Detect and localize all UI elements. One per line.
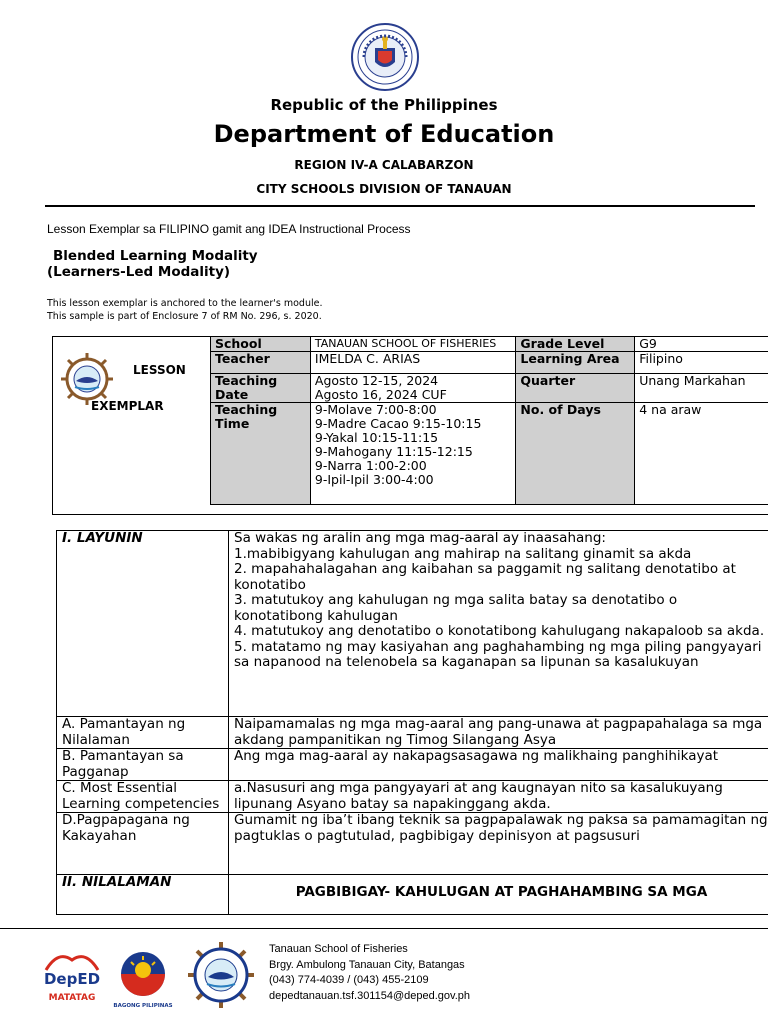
- table-row: [57, 781, 768, 813]
- lesson-title: Lesson Exemplar sa FILIPINO gamit ang IDEA Instructional Process: [47, 222, 411, 236]
- school-email[interactable]: depedtanauan.tsf.301154@deped.gov.ph: [269, 989, 470, 1002]
- school-name: Tanauan School of Fisheries: [269, 943, 408, 955]
- republic-heading: Republic of the Philippines: [270, 96, 498, 114]
- layunin-label: I. LAYUNIN: [57, 531, 229, 717]
- school-label: School: [211, 337, 311, 352]
- lesson-label: LESSON: [133, 363, 186, 377]
- schedule-item: 9-Mahogany 11:15-12:15: [314, 444, 473, 459]
- pamantayan-pagganap-label: B. Pamantayan sa Pagganap: [57, 749, 229, 781]
- school-contact-info: [269, 942, 470, 1004]
- layunin-item: 1.mabibigyang kahulugan ang mahirap na salitang ginamit sa akda: [234, 545, 692, 562]
- pamantayan-pagganap-value: Ang mga mag-aaral ay nakapagsasagawa ng malikhaing panghihikayat: [229, 749, 768, 781]
- nilalaman-label: II. NILALAMAN: [57, 875, 229, 915]
- quarter-label: Quarter: [516, 374, 635, 403]
- table-row: [57, 813, 768, 875]
- table-row: [211, 374, 768, 403]
- matatag-text: MATATAG: [48, 993, 96, 1003]
- pamantayan-nilalaman-value: Naipamamalas ng mga mag-aaral ang pang-unawa at pagpapahalaga sa mga akdang pampanitikan ng Timog Silangang Asya: [229, 717, 768, 749]
- schedule-item: 9-Narra 1:00-2:00: [314, 458, 427, 473]
- competencies-value: a.Nasusuri ang mga pangyayari at ang kaugnayan nito sa kasalukuyang lipunang Asyano batay sa napakinggang akda.: [229, 781, 768, 813]
- tanauan-school-logo-icon: [186, 940, 256, 1010]
- layunin-item: 2. mapahahalagahan ang kaibahan sa paggamit ng salitang denotatibo at konotatibo: [234, 561, 736, 593]
- modality-heading: [47, 248, 258, 280]
- pagpapagana-value: Gumamit ng iba’t ibang teknik sa pagpapalawak ng paksa sa pamamagitan ng pagtuklas o pagtutulad, pagbibigay depinisyon at pagsusuri: [229, 813, 768, 875]
- grade-label: Grade Level: [516, 337, 635, 352]
- teaching-time-value: [310, 403, 516, 505]
- table-row: [57, 749, 768, 781]
- layunin-item: 5. matatamo ng may kasiyahan ang paghahambing ng mga piling pangyayari sa napanood na telenobela sa kaganapan sa lipunan sa kasalukuyan: [234, 638, 762, 670]
- page-footer: [0, 940, 768, 1020]
- nilalaman-value: [229, 875, 768, 915]
- table-row: [57, 531, 768, 717]
- lesson-info-table: [210, 336, 768, 505]
- region-heading: REGION IV-A CALABARZON: [294, 158, 474, 172]
- lesson-info-block: [52, 336, 768, 515]
- teacher-label: Teacher: [211, 352, 311, 374]
- table-row: [211, 352, 768, 374]
- days-value: 4 na araw: [635, 403, 768, 505]
- layunin-item: 4. matutukoy ang denotatibo o konotatibong kahulugang nakapaloob sa akda.: [234, 623, 765, 639]
- school-phone: (043) 774-4039 / (043) 455-2109: [269, 974, 429, 986]
- bagong-pilipinas-logo-icon: [112, 948, 174, 1010]
- table-row: [57, 875, 768, 915]
- learning-area-value: Filipino: [635, 352, 768, 374]
- schedule-item: 9-Madre Cacao 9:15-10:15: [314, 416, 482, 431]
- deped-logo-text: DepED: [43, 970, 101, 988]
- pagpapagana-label: D.Pagpapagana ng Kakayahan: [57, 813, 229, 875]
- modality-line-2: (Learners-Led Modality): [47, 264, 231, 280]
- learning-area-label: Learning Area: [516, 352, 635, 374]
- layunin-item: 3. matutukoy ang kahulugan ng mga salita batay sa denotatibo o konotatibong kahulugan: [234, 592, 678, 624]
- teaching-date-line: Agosto 16, 2024 CUF: [314, 387, 447, 402]
- layunin-item: Sa wakas ng aralin ang mga mag-aaral ay inaasahang:: [234, 530, 606, 546]
- department-heading: Department of Education: [213, 120, 555, 148]
- school-value: TANAUAN SCHOOL OF FISHERIES: [310, 337, 516, 352]
- teaching-date-label: Teaching Date: [211, 374, 311, 403]
- pamantayan-nilalaman-label: A. Pamantayan ng Nilalaman: [57, 717, 229, 749]
- school-address: Brgy. Ambulong Tanauan City, Batangas: [269, 958, 465, 971]
- schedule-item: 9-Molave 7:00-8:00: [314, 402, 437, 417]
- teaching-time-label: Teaching Time: [211, 403, 311, 505]
- table-row: [211, 403, 768, 505]
- days-label: No. of Days: [516, 403, 635, 505]
- grade-value: G9: [635, 337, 768, 352]
- competencies-label: C. Most Essential Learning competencies: [57, 781, 229, 813]
- table-row: [211, 337, 768, 352]
- division-heading: CITY SCHOOLS DIVISION OF TANAUAN: [256, 182, 512, 196]
- footer-divider: [0, 928, 768, 929]
- teacher-value: IMELDA C. ARIAS: [310, 352, 516, 374]
- nilalaman-title: PAGBIBIGAY- KAHULUGAN AT PAGHAHAMBING SA MGA: [295, 884, 708, 900]
- modality-line-1: Blended Learning Modality: [53, 248, 258, 264]
- bagong-pilipinas-text: BAGONG PILIPINAS: [113, 1003, 173, 1009]
- deped-seal-icon: [350, 22, 420, 92]
- schedule-item: 9-Yakal 10:15-11:15: [314, 430, 439, 445]
- deped-matatag-logo-icon: [40, 948, 104, 1008]
- schedule-item: 9-Ipil-Ipil 3:00-4:00: [314, 472, 434, 487]
- header-divider: [45, 205, 755, 207]
- lesson-plan-table: [56, 530, 768, 915]
- teaching-date-value: [310, 374, 516, 403]
- exemplar-label: EXEMPLAR: [91, 399, 164, 411]
- table-row: [57, 717, 768, 749]
- layunin-content: [229, 531, 768, 717]
- enclosure-note: This sample is part of Enclosure 7 of RM No. 296, s. 2020.: [47, 311, 322, 322]
- teaching-date-line: Agosto 12-15, 2024: [314, 373, 439, 388]
- anchor-note: This lesson exemplar is anchored to the learner's module.: [47, 298, 323, 309]
- quarter-value: Unang Markahan: [635, 374, 768, 403]
